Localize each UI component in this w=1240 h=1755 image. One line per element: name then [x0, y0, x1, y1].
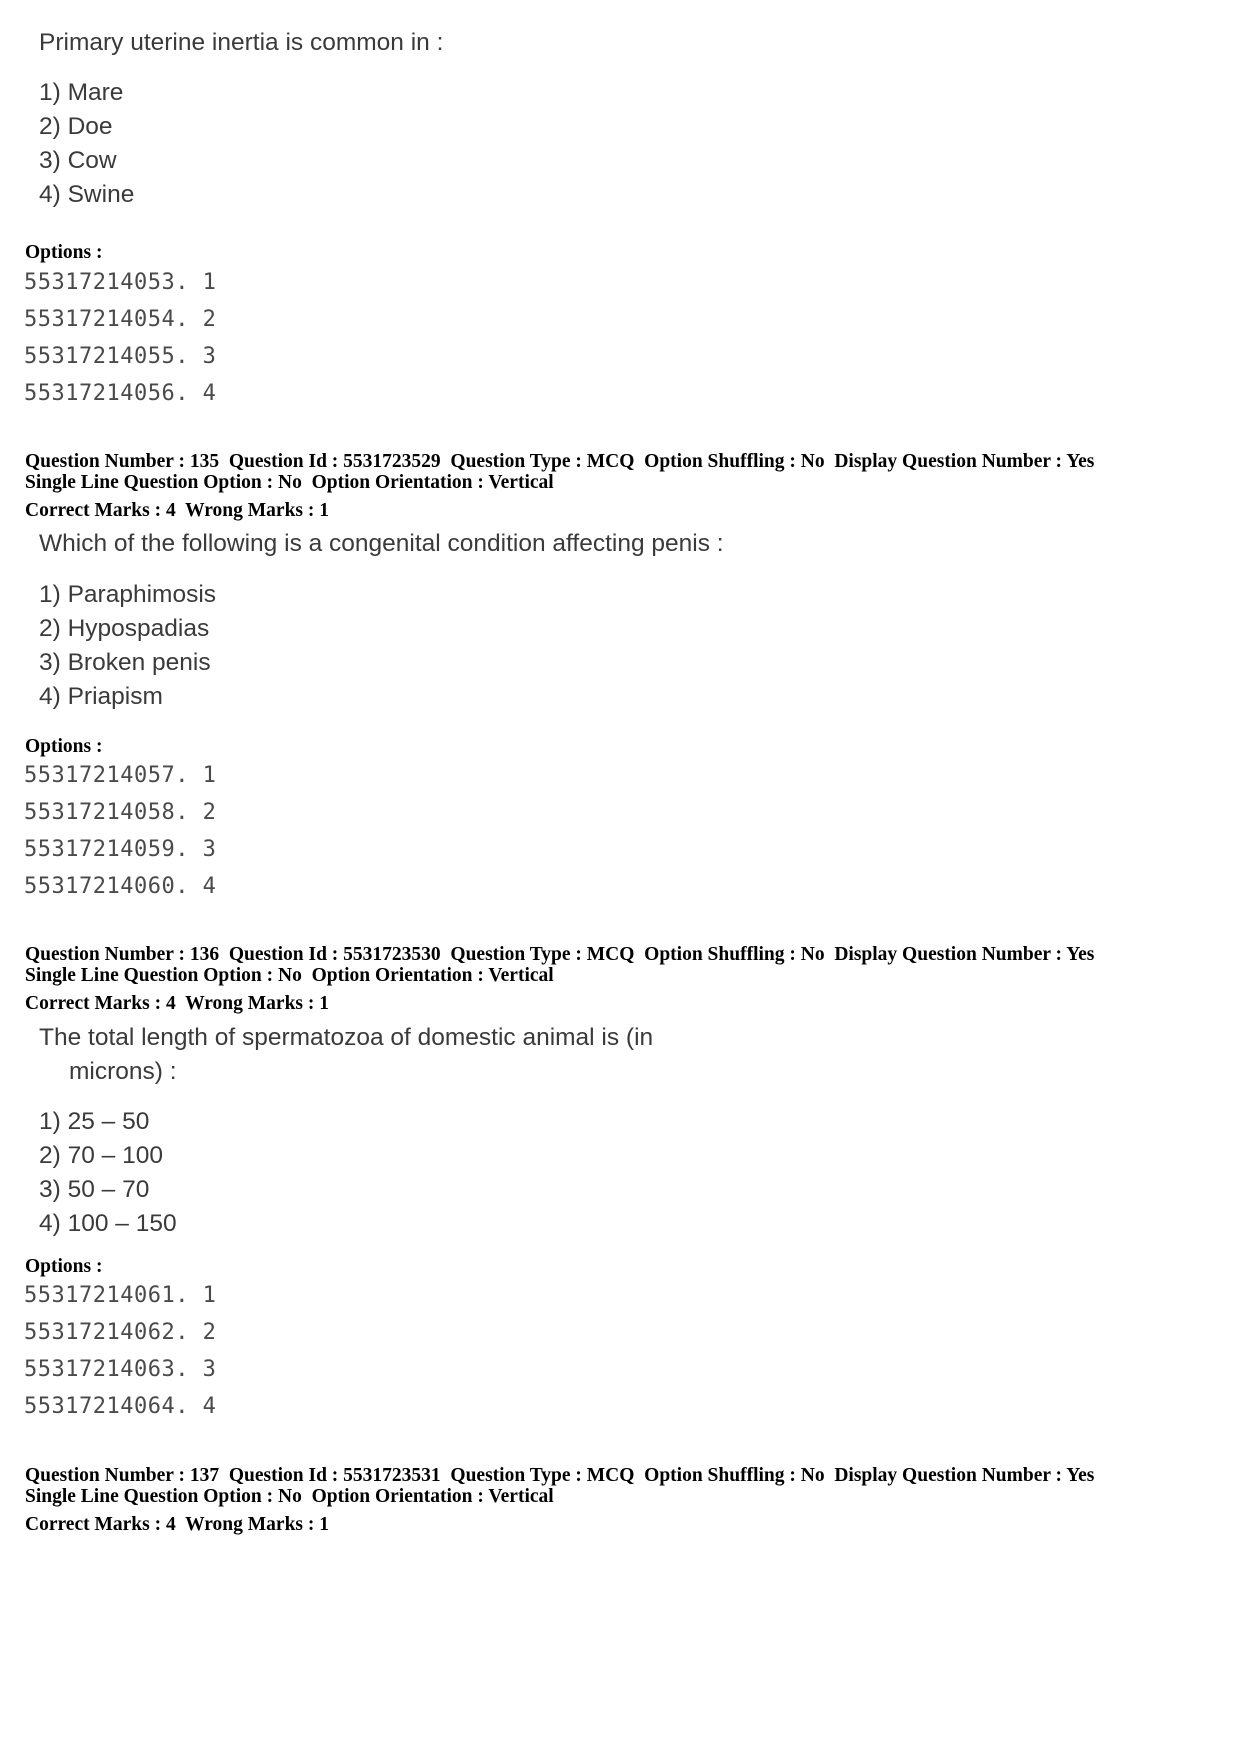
options-label: Options : [25, 736, 103, 757]
question-meta-line1: Question Number : 137 Question Id : 5531723531 Question Type : MCQ Option Shuffling : No Display Question Number : Yes [25, 1465, 1095, 1486]
option-code: 55317214060. 4 [24, 874, 217, 899]
options-label: Options : [25, 1256, 103, 1277]
question-meta-line2: Single Line Question Option : No Option Orientation : Vertical [25, 1486, 554, 1507]
choice-list [39, 1105, 653, 1241]
choice-item: 2) 70 – 100 [39, 1142, 163, 1169]
choice-item: 2) Doe [39, 113, 113, 140]
question-marks: Correct Marks : 4 Wrong Marks : 1 [25, 993, 330, 1014]
question-marks: Correct Marks : 4 Wrong Marks : 1 [25, 500, 330, 521]
option-code: 55317214053. 1 [24, 270, 217, 295]
question-meta-line1: Question Number : 135 Question Id : 5531723529 Question Type : MCQ Option Shuffling : No Display Question Number : Yes [25, 451, 1095, 472]
choice-item: 1) Mare [39, 79, 124, 106]
option-code: 55317214056. 4 [24, 381, 217, 406]
choice-item: 3) Broken penis [39, 649, 211, 676]
choice-item: 2) Hypospadias [39, 615, 210, 642]
question-meta-line2: Single Line Question Option : No Option Orientation : Vertical [25, 965, 554, 986]
question-stem: Primary uterine inertia is common in : [39, 29, 444, 56]
option-code: 55317214059. 3 [24, 837, 217, 862]
choice-item: 4) Swine [39, 181, 135, 208]
question-image-q135 [39, 527, 724, 714]
option-code: 55317214054. 2 [24, 307, 217, 332]
question-stem: Which of the following is a congenital condition affecting penis : [39, 530, 724, 557]
choice-list [39, 578, 724, 714]
choice-item: 3) 50 – 70 [39, 1176, 150, 1203]
question-marks: Correct Marks : 4 Wrong Marks : 1 [25, 1514, 330, 1535]
choice-item: 1) Paraphimosis [39, 581, 217, 608]
choice-list [39, 76, 443, 212]
choice-item: 4) 100 – 150 [39, 1210, 177, 1237]
question-stem: The total length of spermatozoa of domestic animal is (in [39, 1024, 654, 1051]
question-image-q136 [39, 1021, 653, 1241]
option-code: 55317214058. 2 [24, 800, 217, 825]
choice-item: 1) 25 – 50 [39, 1108, 150, 1135]
question-meta-line1: Question Number : 136 Question Id : 5531723530 Question Type : MCQ Option Shuffling : No Display Question Number : Yes [25, 944, 1095, 965]
option-code: 55317214062. 2 [24, 1320, 217, 1345]
option-code: 55317214057. 1 [24, 763, 217, 788]
choice-item: 3) Cow [39, 147, 117, 174]
option-code: 55317214064. 4 [24, 1394, 217, 1419]
option-code: 55317214055. 3 [24, 344, 217, 369]
option-code: 55317214061. 1 [24, 1283, 217, 1308]
question-meta-line2: Single Line Question Option : No Option Orientation : Vertical [25, 472, 554, 493]
options-label: Options : [25, 242, 103, 263]
choice-item: 4) Priapism [39, 683, 163, 710]
option-code: 55317214063. 3 [24, 1357, 217, 1382]
question-stem-continued: microns) : [69, 1058, 177, 1085]
question-image-q134 [39, 26, 443, 212]
